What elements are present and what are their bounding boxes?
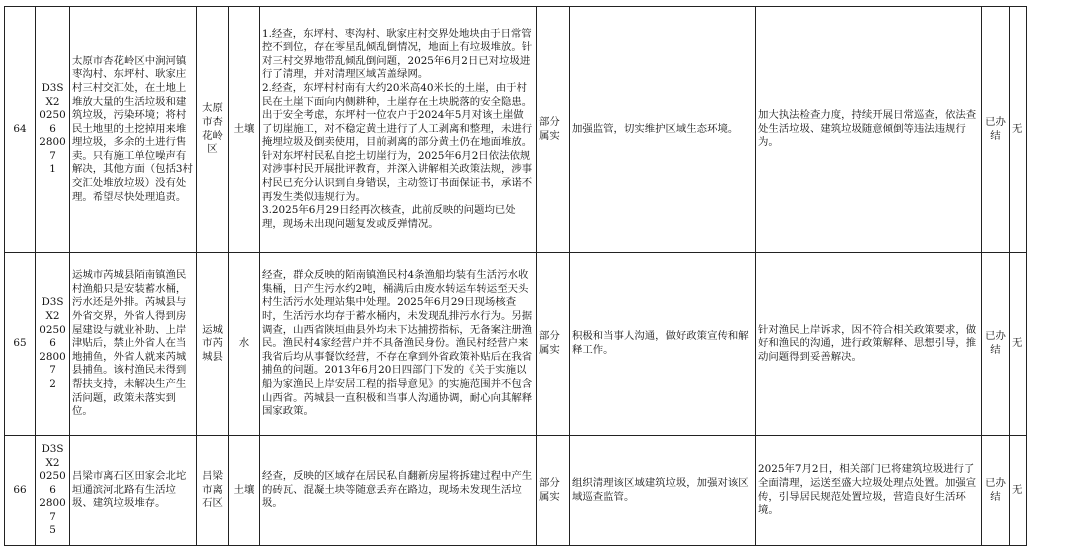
verification-paragraph: 经查，群众反映的陌南镇渔民村4条渔船均装有生活污水收集桶，日产生污水约2吨，桶满后由废水转运车转运至天头村生活污水处理站集中处理。2025年6月29日现场核查时，生活污水均存于蓄水桶内，未发现乱排污水行为。另据调查，山西省陕垣曲县外均未下达捕捞指标，无备案注册渔民。渔民村4家经营户并不具备渔民身份。渔民村经营户来我省后均从事餐饮经营，不存在拿到外省政策补贴后在我省捕鱼的问题。2013年6月20日四部门下发的《关于实施以船为家渔民上岸安居工程的指导意见》的实施范围并不包含山西省。芮城县一直积极和当事人沟通协调，耐心向其解释国家政策。: [262, 269, 533, 418]
table-row: [5, 7, 1027, 253]
administrative-area: 太原市杏花岭区: [197, 7, 229, 253]
complaint-content: 太原市杏花岭区中涧河镇枣沟村、东坪村、耿家庄村三村交汇处，在土地上堆放大量的生活垃圾和建筑垃圾，污染环境；将村民土地里的土挖掉用来堆埋垃圾，多余的土进行售卖。只有施工单位噪声有解决，其他方面（包括3村交汇处堆放垃圾）没有处理。希望尽快处理追责。: [70, 7, 197, 253]
case-code-line: 28007: [39, 350, 66, 377]
administrative-area: 吕梁市离石区: [197, 436, 229, 546]
case-code-line: D3SX2: [41, 81, 64, 108]
remark: 无: [1010, 7, 1027, 253]
remark: 无: [1010, 436, 1027, 546]
complaint-content: 吕梁市离石区田家会北坨垣通滨河北路有生活垃圾、建筑垃圾堆存。: [70, 436, 197, 546]
case-code-line: 02506: [39, 323, 66, 350]
verification-paragraph: 1.经查，东坪村、枣沟村、耿家庄村交界处地块由于日常管控不到位，存在零星乱倾乱倒情况，地面上有垃圾堆放。针对三村交界地带乱倾乱倒问题，2025年6月2日已对垃圾进行了清理，并对清理区域苫盖绿网。: [262, 27, 533, 81]
pollution-type: 土壤: [229, 7, 260, 253]
completion-status: 已办结: [982, 253, 1010, 436]
handling-plan: 加强监管，切实维护区域生态环境。: [570, 7, 756, 253]
completion-status: 已办结: [982, 436, 1010, 546]
remark: 无: [1010, 253, 1027, 436]
case-code-line: 5: [49, 524, 56, 537]
truth-status: 部分属实: [537, 436, 570, 546]
completion-status: 已办结: [982, 7, 1010, 253]
case-code-line: 28007: [39, 136, 66, 162]
administrative-area: 运城市芮城县: [197, 253, 229, 436]
verification-result: [260, 436, 537, 546]
table-row: [5, 253, 1027, 436]
pollution-type: 水: [229, 253, 260, 436]
case-code-line: D3SX2: [41, 296, 64, 323]
case-code: [36, 436, 70, 546]
row-number: 66: [5, 436, 36, 546]
complaint-content: 运城市芮城县陌南镇渔民村渔船只是安装蓄水桶，污水还是外排。芮城县与外省交界，外省人得到房屋建设与就业补助、上岸津贴后，禁止外省人在当地捕鱼，外省人就来芮城县捕鱼。该村渔民未得到帮扶支持，未解决生产生活问题，政策未落实到位。: [70, 253, 197, 436]
case-code-line: 02506: [39, 109, 66, 135]
handling-plan: 积极和当事人沟通，做好政策宣传和解释工作。: [570, 253, 756, 436]
verification-result: [260, 7, 537, 253]
case-code: [36, 7, 70, 253]
table-row: [5, 436, 1027, 546]
rectification-measures: 2025年7月2日，相关部门已将建筑垃圾进行了全面清理，运送至盛大垃圾处理点处置。加强宣传，引导居民规范处置垃圾，营造良好生活环境。: [756, 436, 982, 546]
rectification-measures: 针对渔民上岸诉求，因不符合相关政策要求，做好和渔民的沟通，进行政策解释、思想引导，推动问题得到妥善解决。: [756, 253, 982, 436]
row-number: 65: [5, 253, 36, 436]
case-code-line: D3SX2: [41, 442, 64, 469]
case-code-line: 2: [49, 377, 56, 390]
row-number: 64: [5, 7, 36, 253]
verification-paragraph: 2.经查，东坪村村南有大约20米高40米长的土崖，由于村民在土崖下面向内侧耕种，土崖存在土块脱落的安全隐患。出于安全考虑，东坪村一位农户于2024年5月对该土崖做了切崖施工，对不稳定黄土进行了人工剥离和整理，未进行掩埋垃圾及倒卖使用，目前剥离的部分黄土仍在地面堆放。针对东坪村民私自挖土切崖行为，2025年6月2日依法依规对涉事村民开展批评教育，并深入讲解相关政策法规，涉事村民已充分认识到自身错误，主动签订书面保证书，承诺不再发生类似违规行为。: [262, 81, 533, 203]
complaint-table: [4, 6, 1027, 546]
pollution-type: 土壤: [229, 436, 260, 546]
verification-paragraph: 3.2025年6月29日经再次核查，此前反映的问题均已处理，现场未出现问题复发或反弹情况。: [262, 204, 516, 230]
handling-plan: 组织清理该区域建筑垃圾，加强对该区域巡查监管。: [570, 436, 756, 546]
rectification-measures: 加大执法检查力度，持续开展日常巡查，依法查处生活垃圾、建筑垃圾随意倾倒等违法违规行为。: [756, 7, 982, 253]
case-code-line: 1: [49, 163, 56, 176]
case-code-line: 02506: [39, 470, 66, 496]
verification-result: [260, 253, 537, 436]
case-code-line: 28007: [39, 497, 66, 523]
truth-status: 部分属实: [537, 253, 570, 436]
verification-paragraph: 经查，反映的区域存在居民私自翻新房屋将拆建过程中产生的砖瓦、混凝土块等随意丢弃在路边，现场未发现生活垃圾。: [262, 470, 533, 510]
truth-status: 部分属实: [537, 7, 570, 253]
case-code: [36, 253, 70, 436]
